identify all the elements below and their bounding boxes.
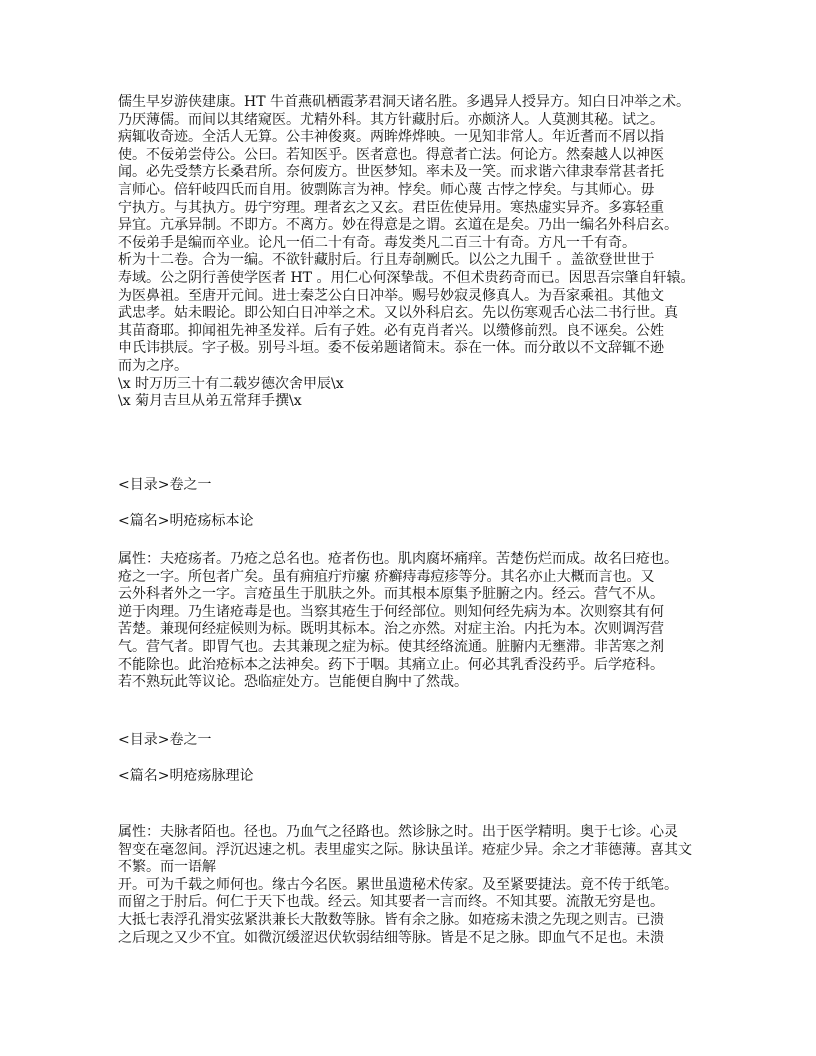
preface-line: 为医鼻祖。至唐开元间。进士秦芝公白日冲举。赐号妙寂灵修真人。为吾家乘祖。其他文	[118, 287, 664, 304]
preface	[118, 94, 698, 411]
body-line: 之后现之又少不宜。如微沉缓涩迟伏软弱结细等脉。皆是不足之脉。即血气不足也。未溃	[118, 929, 664, 946]
preface-line: 言师心。倍轩岐四氏而自用。彼剽陈言为神。悖矣。师心蔑 古悖之悖矣。与其师心。毋	[118, 181, 655, 198]
preface-line: 不佞弟手是编而卒业。论凡一佰二十有奇。毒发类凡二百三十有奇。方凡一千有奇。	[118, 234, 636, 251]
body-line: 属性：夫脉者陌也。径也。乃血气之径路也。然诊脉之时。出于医学精明。奥于七诊。心灵	[118, 824, 678, 840]
body-line: 云外科者外之一字。言疮虽生于肌肤之外。而其根本原集予脏腑之内。经云。营气不从。	[118, 586, 664, 603]
preface-line: 使。不佞弟尝侍公。公曰。若知医乎。医者意也。得意者亡法。何论方。然秦越人以神医	[118, 146, 664, 163]
preface-line: 乃厌薄儒。而间以其绪窥医。尤精外科。其方针藏肘后。亦颇济人。人莫测其秘。试之。	[118, 111, 664, 128]
preface-date-line: \x 时万历三十有二载岁德次舍甲辰\x	[118, 375, 344, 392]
body-line: 开。可为千载之师何也。缘古今名医。累世虽遗秘术传家。及至紧要捷法。竟不传于纸笔。	[118, 876, 678, 893]
preface-line: 病辄收奇迹。全活人无算。公丰神俊爽。两眸烨烨映。一见知非常人。年近耆而不屑以指	[118, 129, 664, 146]
preface-line: 武忠孝。姑未暇论。即公知白日冲举之术。又以外科启玄。先以伤寒观舌心法二书行世。真	[118, 305, 678, 322]
body-line: 而留之于肘后。何仁于天下也哉。经云。知其要者一言而终。不知其要。流散无穷是也。	[118, 894, 664, 911]
preface-line: 申氏讳拱辰。字子极。别号斗垣。委不佞弟题诸简末。忝在一体。而分敢以不文辞辄不逊	[118, 340, 664, 357]
section-catalog-heading: <目录>卷之一	[118, 477, 212, 493]
section-title-heading: <篇名>明疮疡脉理论	[118, 768, 254, 784]
preface-line: 闻。必先受禁方长桑君所。奈何废方。世医梦知。率未及一笑。而求谐六律隶奉常甚者托	[118, 164, 664, 181]
body-line: 大抵七表浮孔滑实弦紧洪兼长大散数等脉。皆有余之脉。如疮疡未溃之先现之则吉。已溃	[118, 911, 664, 928]
preface-line: 异宜。亢承异制。不即方。不离方。妙在得意是之谓。玄道在是矣。乃出一编名外科启玄。	[118, 217, 678, 234]
preface-line: 儒生早岁游侠建康。HT 牛首燕矶栖霞茅君洞天诸名胜。多遇异人授异方。知白日冲举之术。	[118, 94, 690, 110]
preface-line: 而为之序。	[118, 357, 188, 374]
preface-line: 其苗裔耶。抑闻祖先神圣发祥。后有子姓。必有克肖者兴。以缵修前烈。良不诬矣。公姓	[118, 322, 664, 339]
preface-line: 宁执方。与其执方。毋宁穷理。理者玄之又玄。君臣佐使异用。寒热虚实异齐。多寡轻重	[118, 199, 664, 216]
body-line: 属性：夫疮疡者。乃疮之总名也。疮者伤也。肌肉腐坏痛痒。苦楚伤烂而成。故名曰疮也。	[118, 551, 678, 567]
body-line: 智变在毫忽间。浮沉迟速之机。表里虚实之际。脉诀虽详。疮症少异。余之才菲德薄。喜其文	[118, 841, 692, 858]
body-line: 苦楚。兼现何经症候则为标。既明其标本。治之亦然。对症主治。内托为本。次则调泻营	[118, 621, 664, 638]
preface-line: 析为十二卷。合为一编。不欲针藏肘后。行且寿剞劂氏。以公之九围千 。盖欲登世世于	[118, 252, 655, 269]
body-line: 若不熟玩此等议论。恐临症处方。岂能便自胸中了然哉。	[118, 674, 468, 691]
body-line: 不繁。而一语解	[118, 859, 216, 876]
preface-signature-line: \x 菊月吉旦从弟五常拜手撰\x	[118, 393, 302, 410]
body-line: 逆于肉理。乃生诸疮毒是也。当察其疮生于何经部位。则知何经先病为本。次则察其有何	[118, 603, 664, 620]
body-line: 不能除也。此治疮标本之法神矣。药下于咽。其痛立止。何必其乳香没药乎。后学疮科。	[118, 656, 664, 673]
section-title-heading: <篇名>明疮疡标本论	[118, 513, 254, 529]
section-catalog-heading: <目录>卷之一	[118, 732, 212, 748]
body-line: 气。营气者。即胃气也。去其兼现之症为标。使其经络流通。脏腑内无壅滞。非苦寒之剂	[118, 638, 664, 655]
section-body	[118, 824, 698, 947]
section-body	[118, 551, 698, 692]
body-line: 疮之一字。所包者广矣。虽有痈疽疔疖瘰 疥癣痔毒痘疹等分。其名亦止大概而言也。又	[118, 568, 655, 585]
preface-line: 寿域。公之阴行善使学医者 HT 。用仁心何深挚哉。不但术贵药奇而已。因思吾宗肇自轩辕。	[118, 269, 695, 286]
